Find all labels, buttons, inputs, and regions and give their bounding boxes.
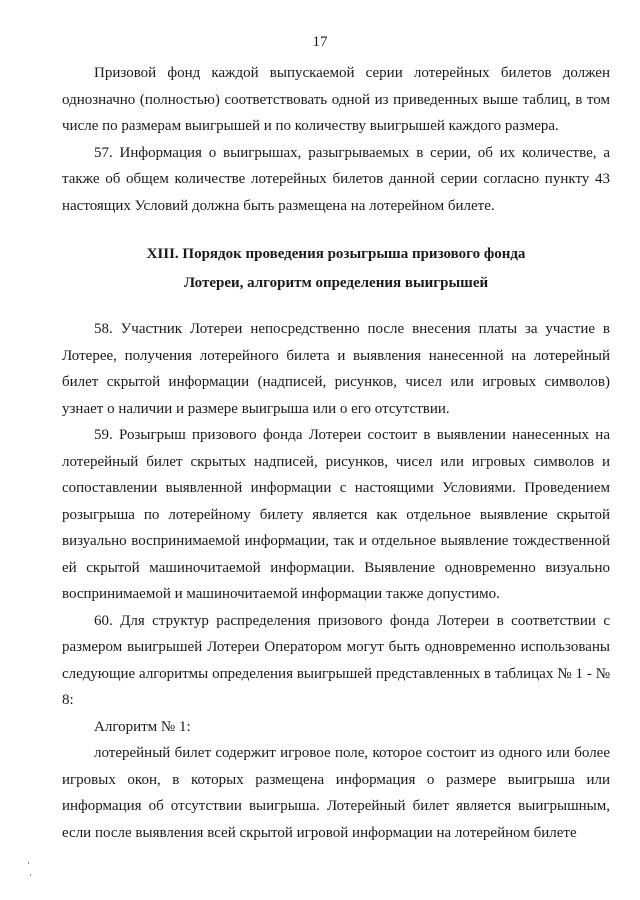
section-heading-line-2: Лотереи, алгоритм определения выигрышей — [183, 275, 489, 291]
paragraph-60: 60. Для структур распределения призового фонда Лотереи в соответствии с размером выигрышей Лотереи Оператором могут быть одновременно использованы следующие алгоритмы определения выигрышей представленных в таблицах № 1 - № 8: — [62, 612, 610, 708]
algorithm-1-description: лотерейный билет содержит игровое поле, которое состоит из одного или более игровых окон, в которых размещена информация о размере выигрыша или информация об отсутствии выигрыша. Лотерейный билет является выигрышным, если после выявления всей скрытой игровой информации на лотерейном билете — [62, 745, 610, 841]
scan-speck — [28, 862, 29, 864]
paragraph-58: 58. Участник Лотереи непосредственно после внесения платы за участие в Лотерее, получения лотерейного билета и выявления нанесенной на лотерейный билет скрытой информации (надписей, рисунков, чисел или игровых символов) узнает о наличии и размере выигрыша или о его отсутствии. — [62, 321, 610, 417]
section-heading — [62, 240, 610, 298]
paragraph-59: 59. Розыгрыш призового фонда Лотереи состоит в выявлении нанесенных на лотерейный билет скрытых надписей, рисунков, чисел или игровых символов и сопоставлении выявленной информации с настоящими Условиями. Проведением розыгрыша по лотерейному билету является как отдельное выявление скрытой визуально воспринимаемой информации, так и отдельное выявление тождественной ей скрытой машиночитаемой информации. Выявление одновременно визуально воспринимаемой и машиночитаемой информации также допустимо. — [62, 427, 610, 602]
algorithm-1-title: Алгоритм № 1: — [94, 718, 191, 735]
paragraph-prize-fund: Призовой фонд каждой выпускаемой серии лотерейных билетов должен однозначно (полностью) соответствовать одной из приведенных выше таблиц, в том числе по размерам выигрышей и по количеству выигрышей каждого размера. — [62, 65, 610, 134]
top-text-block — [62, 60, 610, 219]
paragraph-57: 57. Информация о выигрышах, разыгрываемых в серии, об их количестве, а также об общем количестве лотерейных билетов данной серии согласно пункту 43 настоящих Условий должна быть размещена на лотерейном билете. — [62, 144, 610, 214]
section-heading-line-1: XIII. Порядок проведения розыгрыша призового фонда — [146, 246, 526, 262]
page-number: 17 — [312, 34, 328, 50]
scan-speck — [30, 874, 31, 876]
bottom-text-block — [62, 316, 610, 846]
